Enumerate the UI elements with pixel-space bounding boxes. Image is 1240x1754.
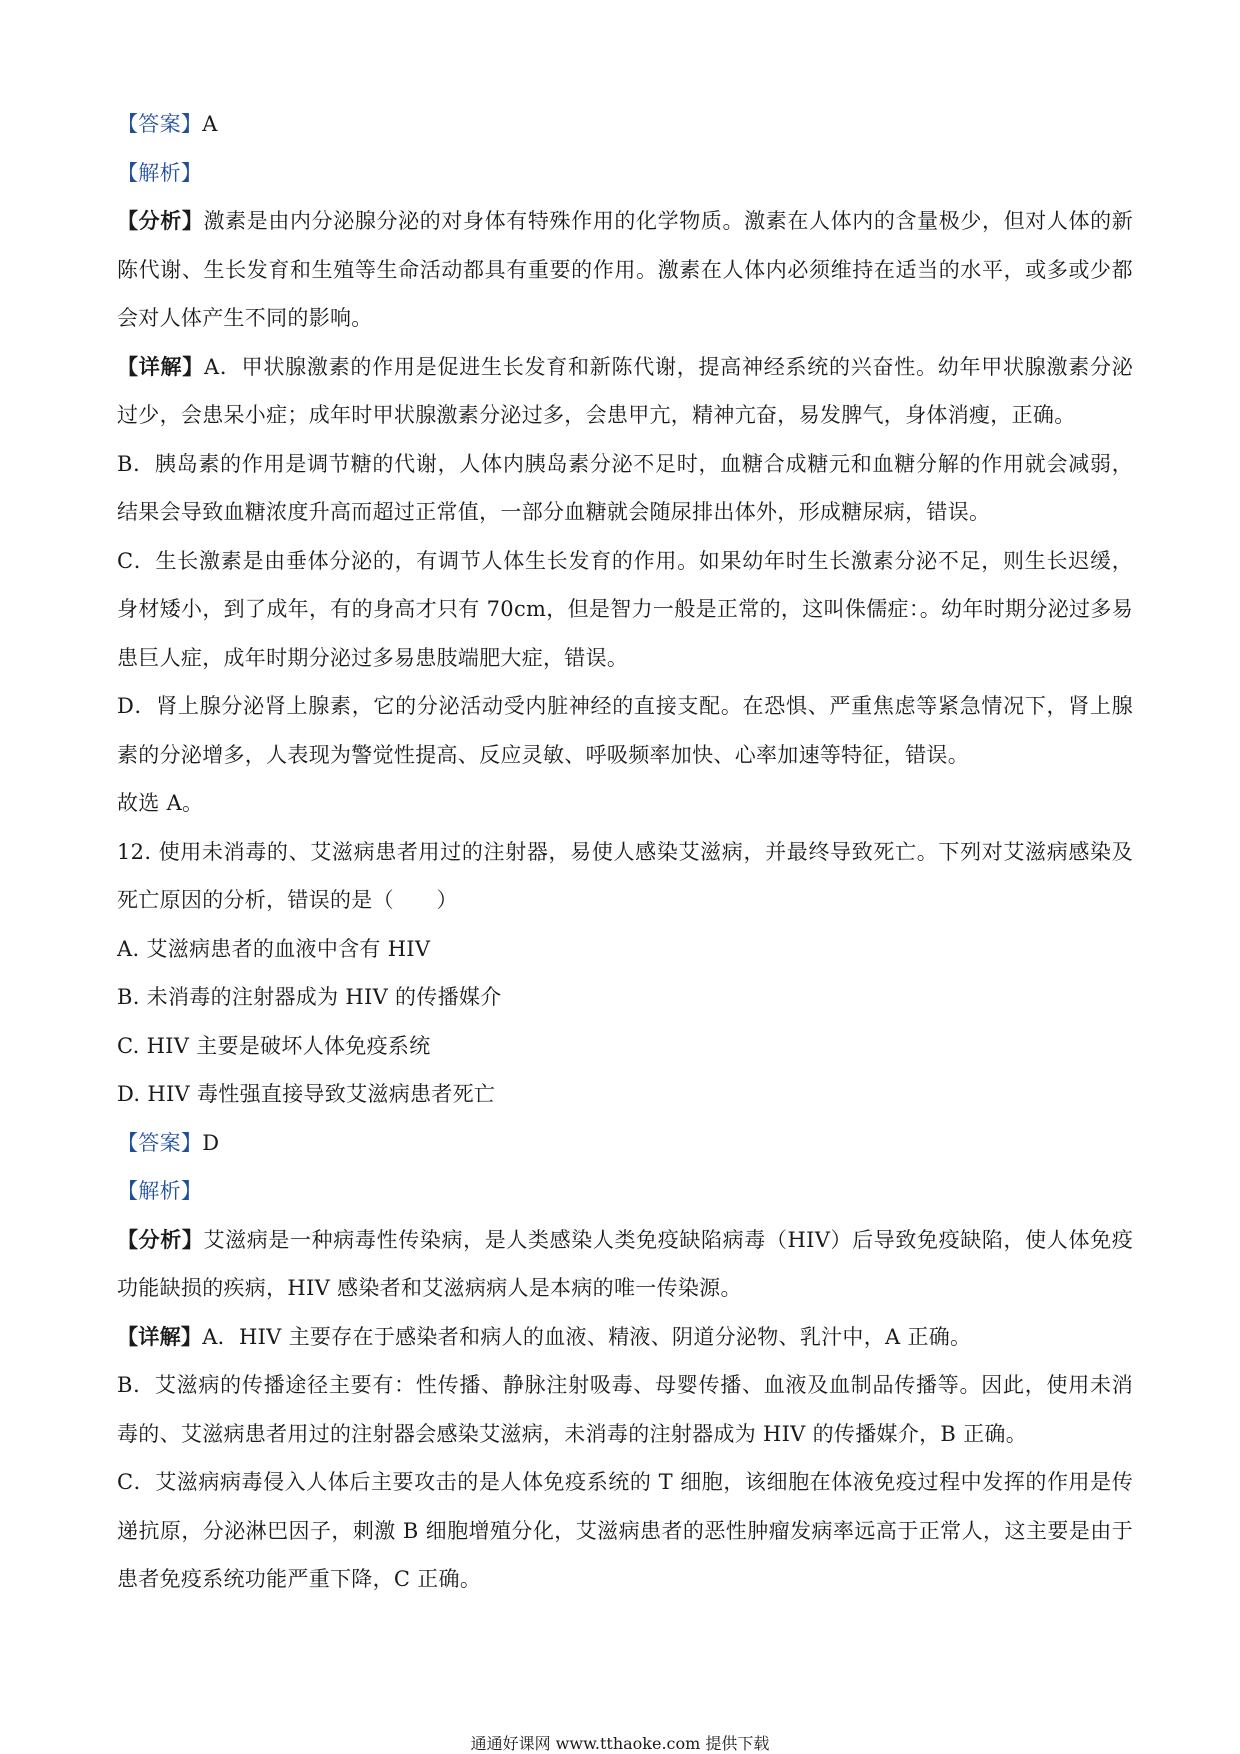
q12-option-c: C. HIV 主要是破坏人体免疫系统: [117, 1033, 431, 1058]
q11-detail-c: C．生长激素是由垂体分泌的，有调节人体生长发育的作用。如果幼年时生长激素分泌不足，则生长迟缓，身材矮小，到了成年，有的身高才只有 70cm，但是智力一般是正常的，这叫侏儒症：。幼年时期分泌过多易患巨人症，成年时期分泌过多易患肢端肥大症，错误。: [117, 548, 1133, 670]
q12-option-b: B. 未消毒的注射器成为 HIV 的传播媒介: [117, 985, 502, 1009]
analysis-tag: 【解析】: [117, 1179, 203, 1203]
q11-detail-d: D．肾上腺分泌肾上腺素，它的分泌活动受内脏神经的直接支配。在恐惧、严重焦虑等紧急情况下，肾上腺素的分泌增多，人表现为警觉性提高、反应灵敏、呼吸频率加快、心率加速等特征，错误。: [117, 694, 1133, 767]
q12-answer: [117, 1119, 1133, 1168]
q12-detail-b: B．艾滋病的传播途径主要有：性传播、静脉注射吸毒、母婴传播、血液及血制品传播等。因此，使用未消毒的、艾滋病患者用过的注射器会感染艾滋病，未消毒的注射器成为 HIV 的传播媒介，B 正确。: [117, 1373, 1133, 1446]
q11-fenxi: [117, 197, 1133, 343]
q11-detail-a: [117, 343, 1133, 440]
q12-detail-a: [117, 1313, 1133, 1362]
q11-conclusion: 故选 A。: [117, 791, 204, 815]
answer-value: D: [202, 1130, 220, 1155]
detail-a-text: A．甲状腺激素的作用是促进生长发育和新陈代谢，提高神经系统的兴奋性。幼年甲状腺激素分泌过少，会患呆小症；成年时甲状腺激素分泌过多，会患甲亢，精神亢奋，易发脾气，身体消瘦，正确。: [117, 354, 1134, 427]
q11-detail-b: B．胰岛素的作用是调节糖的代谢，人体内胰岛素分泌不足时，血糖合成糖元和血糖分解的作用就会减弱，结果会导致血糖浓度升高而超过正常值，一部分血糖就会随尿排出体外，形成糖尿病，错误。: [117, 451, 1133, 524]
q12-analysis-heading: [117, 1167, 1133, 1216]
fenxi-text: 激素是由内分泌腺分泌的对身体有特殊作用的化学物质。激素在人体内的含量极少，但对人体的新陈代谢、生长发育和生殖等生命活动都具有重要的作用。激素在人体内必须维持在适当的水平，或多或少都会对人体产生不同的影响。: [117, 209, 1133, 330]
q12-stem: 12. 使用未消毒的、艾滋病患者用过的注射器，易使人感染艾滋病，并最终导致死亡。下列对艾滋病感染及死亡原因的分析，错误的是（ ）: [117, 839, 1133, 912]
fenxi-tag: 【分析】: [117, 1226, 204, 1252]
xiangjie-tag: 【详解】: [117, 1323, 203, 1349]
document-body: [117, 100, 1133, 1604]
q11-analysis-heading: [117, 149, 1133, 198]
q12-option-d: D. HIV 毒性强直接导致艾滋病患者死亡: [117, 1082, 496, 1106]
answer-tag: 【答案】: [117, 112, 203, 136]
q11-answer: [117, 100, 1133, 149]
answer-value: A: [202, 112, 218, 136]
analysis-tag: 【解析】: [117, 160, 203, 185]
answer-tag: 【答案】: [117, 1130, 203, 1155]
q12-option-a: A. 艾滋病患者的血液中含有 HIV: [117, 936, 431, 961]
detail-a-text: A．HIV 主要存在于感染者和病人的血液、精液、阴道分泌物、乳汁中，A 正确。: [202, 1324, 972, 1349]
q12-detail-c: C．艾滋病病毒侵入人体后主要攻击的是人体免疫系统的 T 细胞，该细胞在体液免疫过程中发挥的作用是传递抗原，分泌淋巴因子，刺激 B 细胞增殖分化，艾滋病患者的恶性肿瘤发病率远高于正常人，这主要是由于患者免疫系统功能严重下降，C 正确。: [117, 1470, 1133, 1591]
fenxi-text: 艾滋病是一种病毒性传染病，是人类感染人类免疫缺陷病毒（HIV）后导致免疫缺陷，使人体免疫功能缺损的疾病，HIV 感染者和艾滋病病人是本病的唯一传染源。: [117, 1227, 1133, 1300]
fenxi-tag: 【分析】: [117, 208, 204, 233]
page-footer: 通通好课网 www.tthaoke.com 提供下载: [470, 1734, 770, 1753]
xiangjie-tag: 【详解】: [117, 353, 205, 379]
q12-fenxi: [117, 1216, 1133, 1313]
